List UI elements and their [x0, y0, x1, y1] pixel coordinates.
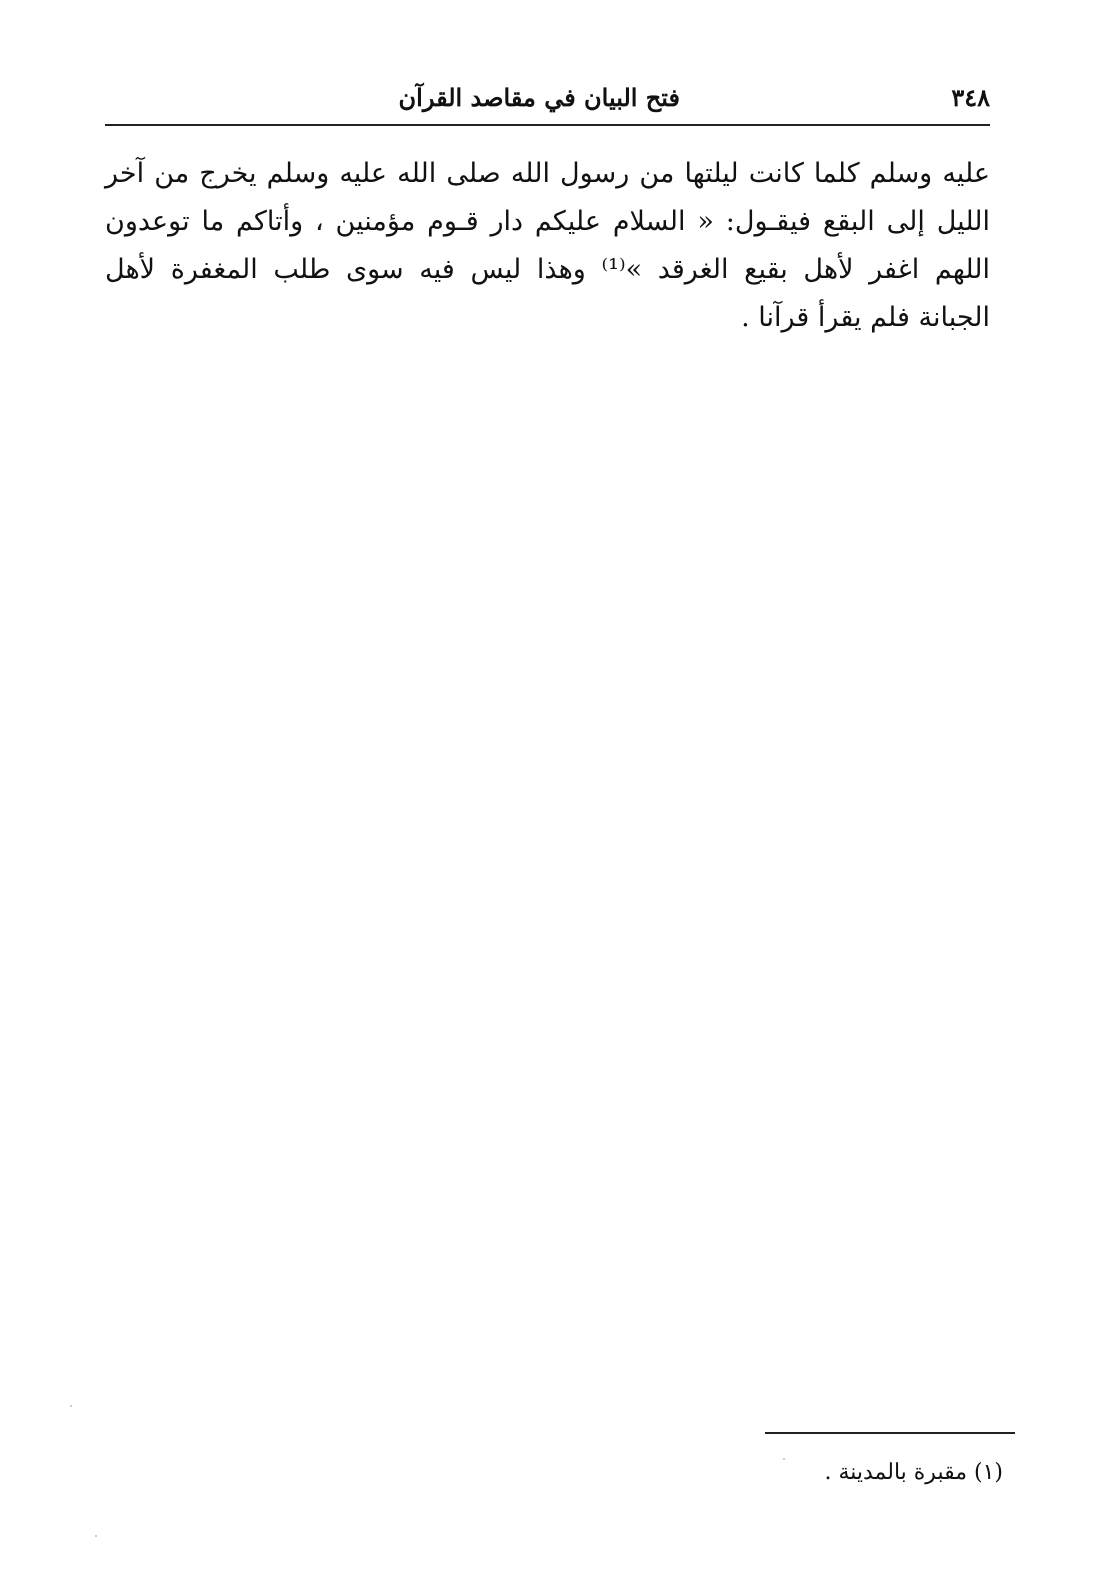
footnote: (١) مقبرة بالمدينة . — [824, 1460, 1003, 1485]
text-line-1: عليه وسلم كلما كانت ليلتها من رسول الله صلى الله عليه وسلم يخرج من آخر — [105, 158, 990, 189]
book-title: فتح البيان في مقاصد القرآن — [398, 83, 680, 112]
scan-speck — [95, 1535, 97, 1537]
page-header — [105, 78, 990, 128]
scan-speck — [70, 1405, 72, 1407]
main-text — [105, 150, 990, 342]
text-line-2: الليل إلى البقع فيقـول: « السلام عليكم دار قـوم مؤمنين ، وأتاكم ما توعدون — [105, 206, 990, 237]
text-line-3: اللهم اغفر لأهل بقيع الغرقد »⁽¹⁾ وهذا ليس فيه سوى طلب المغفرة لأهل — [105, 254, 990, 285]
text-line-4: الجبانة فلم يقرأ قرآنا . — [741, 302, 990, 333]
page-number: ٣٤٨ — [951, 83, 990, 112]
footnote-rule — [765, 1432, 1015, 1434]
scan-speck — [783, 1458, 785, 1460]
header-rule — [105, 124, 990, 126]
